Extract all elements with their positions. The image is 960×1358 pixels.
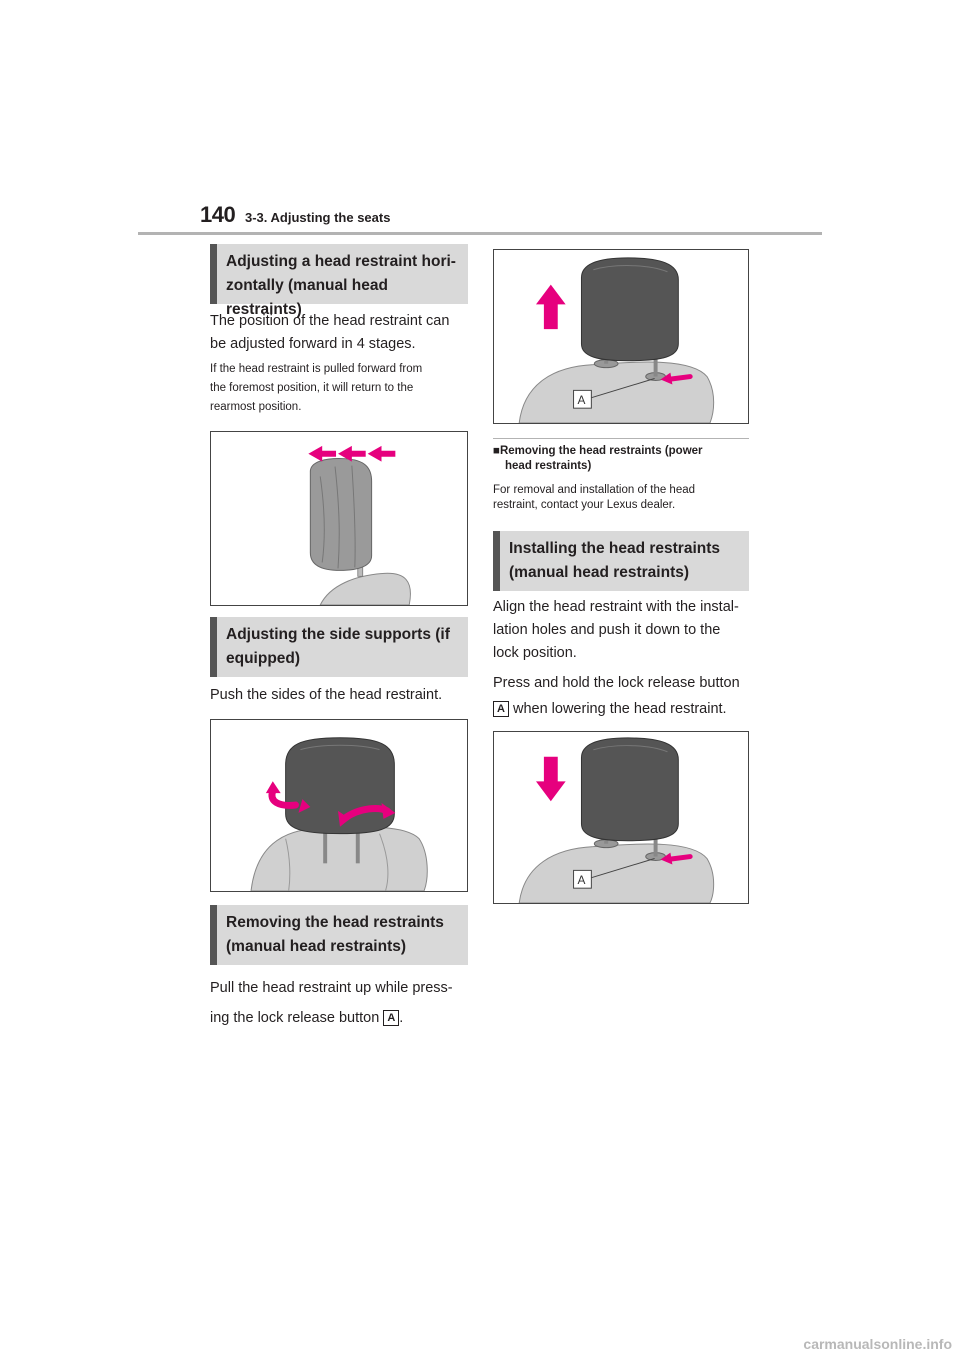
heading-removing-manual [210,905,468,965]
text-segment: . [399,1010,404,1026]
paragraph-forward-stages [210,310,470,356]
figure-side-supports [210,719,468,892]
text-segment: ing the lock release button [210,1010,380,1026]
text-line: restraint, contact your Lexus dealer. [493,499,676,511]
callout-a: A [383,1010,399,1026]
paragraph-push-sides: Push the sides of the head restraint. [210,687,443,703]
side-supports-illustration [211,720,467,891]
sub-rule [493,438,749,439]
text-line [493,696,755,722]
figure-install-restraint [493,731,749,904]
heading-line: Adjusting a head restraint hori- [226,253,456,270]
text-line: The position of the head restraint can [210,313,450,329]
callout-a: A [493,701,509,717]
text-line: the foremost position, it will return to the [210,382,414,394]
text-line: For removal and installation of the head [493,484,696,496]
text-line: lock position. [493,645,577,661]
figure-remove-restraint [493,249,749,424]
note-rearmost [210,360,470,417]
heading-line: equipped) [226,650,301,667]
text-line: lation holes and push it down to the [493,622,721,638]
sub-heading-power [493,444,749,474]
heading-installing-manual [493,531,749,591]
paragraph-pull-up [210,973,480,1033]
text-line: head restraints) [505,460,592,472]
text-segment: Removing the head restraints (power [499,445,703,457]
text-line: be adjusted forward in 4 stages. [210,336,416,352]
heading-line: Removing the head restraints [226,914,444,931]
text-line: If the head restraint is pulled forward from [210,363,423,375]
heading-side-supports [210,617,468,677]
heading-line: (manual head restraints) [509,564,690,581]
figure-label-a: A [577,873,586,888]
page-number: 140 [200,202,236,227]
text-line: Pull the head restraint up while press- [210,980,453,996]
paragraph-align [493,596,755,665]
text-segment: when lowering the head restraint. [512,701,727,717]
heading-line: zontally (manual head restraints) [226,277,388,318]
paragraph-press-hold [493,670,755,722]
install-restraint-illustration [494,732,748,903]
text-line: rearmost position. [210,401,302,413]
remove-restraint-illustration [494,250,748,423]
text-line [210,1003,480,1033]
header-rule [138,232,822,235]
down-arrow-icon [536,757,566,801]
heading-line: Adjusting the side supports (if [226,626,450,643]
figure-label-a: A [577,393,586,408]
watermark: carmanualsonline.info [803,1336,952,1352]
note-contact-dealer [493,483,753,513]
figure-forward-adjust [210,431,468,606]
head-restraint-forward-illustration [211,432,467,605]
section-title: 3-3. Adjusting the seats [245,210,391,225]
text-line: Align the head restraint with the instal- [493,599,739,615]
up-arrow-icon [536,285,566,329]
heading-line: Installing the head restraints [509,540,721,557]
text-line: Press and hold the lock release button [493,675,740,691]
heading-line: (manual head restraints) [226,938,407,955]
heading-adjust-horizontal [210,244,468,318]
text-line: ■Removing the head restraints (power [493,445,703,457]
